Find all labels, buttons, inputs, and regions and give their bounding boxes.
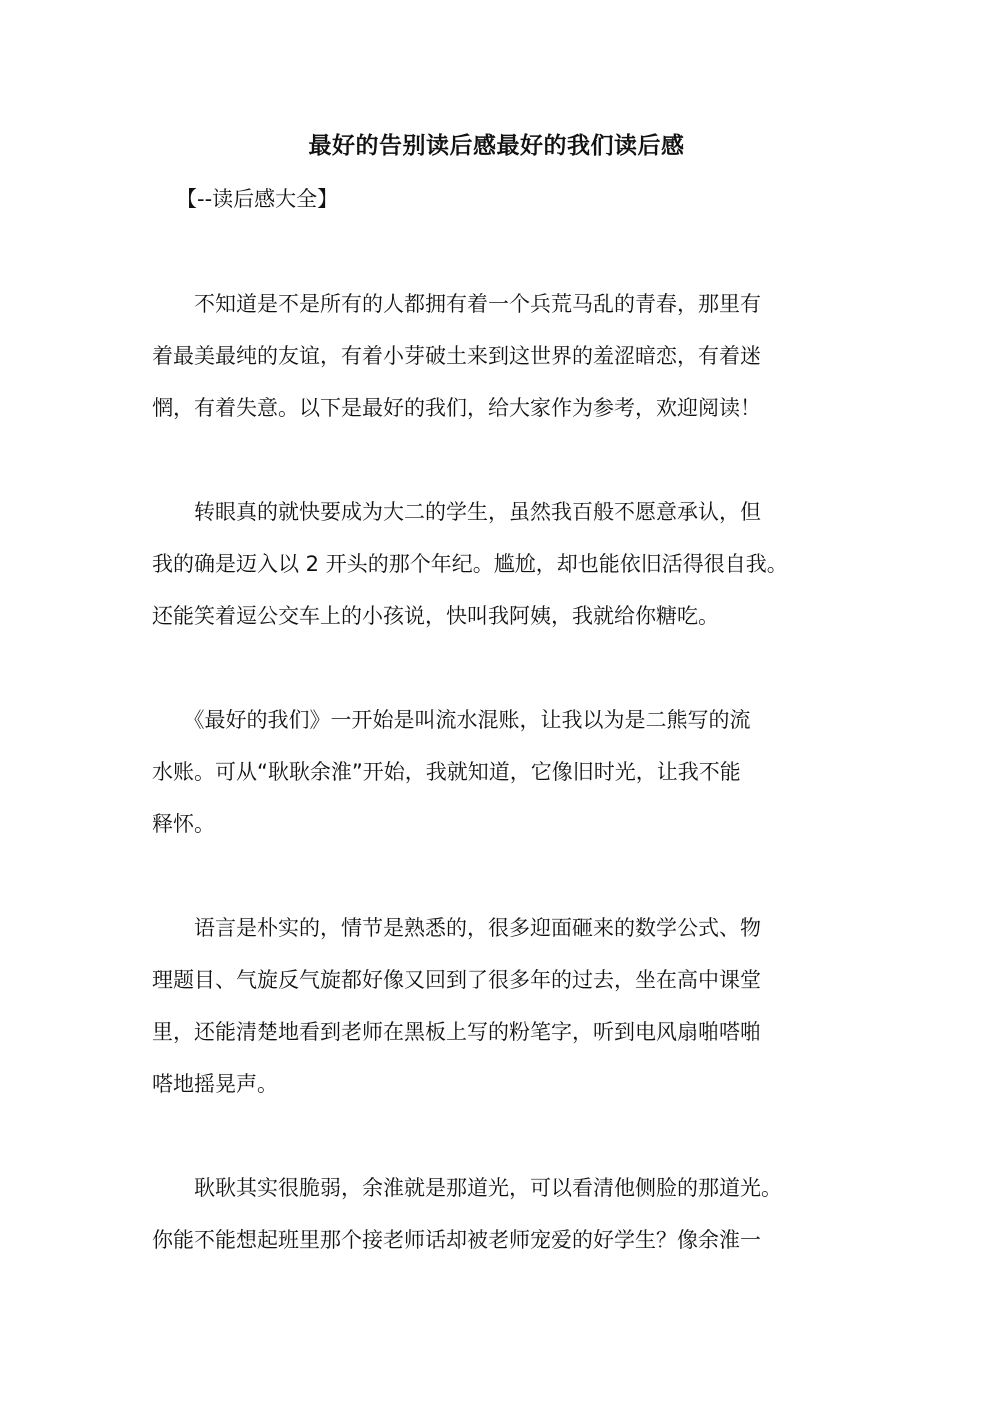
paragraph-4 [152,902,852,1110]
paragraph-line: 水账。可从“耿耿余淮”开始，我就知道，它像旧时光，让我不能 [152,760,741,784]
paragraph-line: 还能笑着逗公交车上的小孩说，快叫我阿姨，我就给你糖吃。 [152,604,719,628]
paragraph-line: 嗒地摇晃声。 [152,1072,278,1096]
paragraph-line: 你能不能想起班里那个接老师话却被老师宠爱的好学生？像余淮一 [152,1228,761,1252]
paragraph-2 [152,486,852,642]
paragraph-3 [152,694,852,850]
paragraph-line: 不知道是不是所有的人都拥有着一个兵荒马乱的青春，那里有 [152,292,761,316]
paragraph-line: 惘，有着失意。以下是最好的我们，给大家作为参考，欢迎阅读！ [152,396,761,420]
paragraph-line: 理题目、气旋反气旋都好像又回到了很多年的过去，坐在高中课堂 [152,968,761,992]
paragraph-line: 耿耿其实很脆弱，余淮就是那道光，可以看清他侧脸的那道光。 [152,1176,782,1200]
paragraph-line: 里，还能清楚地看到老师在黑板上写的粉笔字，听到电风扇啪嗒啪 [152,1020,761,1044]
paragraph-line: 我的确是迈入以 2 开头的那个年纪。尴尬，却也能依旧活得很自我。 [152,552,788,576]
paragraph-1 [152,278,852,434]
source-tag: 【--读后感大全】 [176,187,339,211]
paragraph-line: 转眼真的就快要成为大二的学生，虽然我百般不愿意承认，但 [152,500,761,524]
paragraph-line: 《最好的我们》一开始是叫流水混账，让我以为是二熊写的流 [152,708,751,732]
document-title: 最好的告别读后感最好的我们读后感 [308,133,685,159]
paragraph-5 [152,1162,852,1266]
paragraph-line: 着最美最纯的友谊，有着小芽破土来到这世界的羞涩暗恋，有着迷 [152,344,761,368]
paragraph-line: 语言是朴实的，情节是熟悉的，很多迎面砸来的数学公式、物 [152,916,761,940]
paragraph-line: 释怀。 [152,812,215,836]
